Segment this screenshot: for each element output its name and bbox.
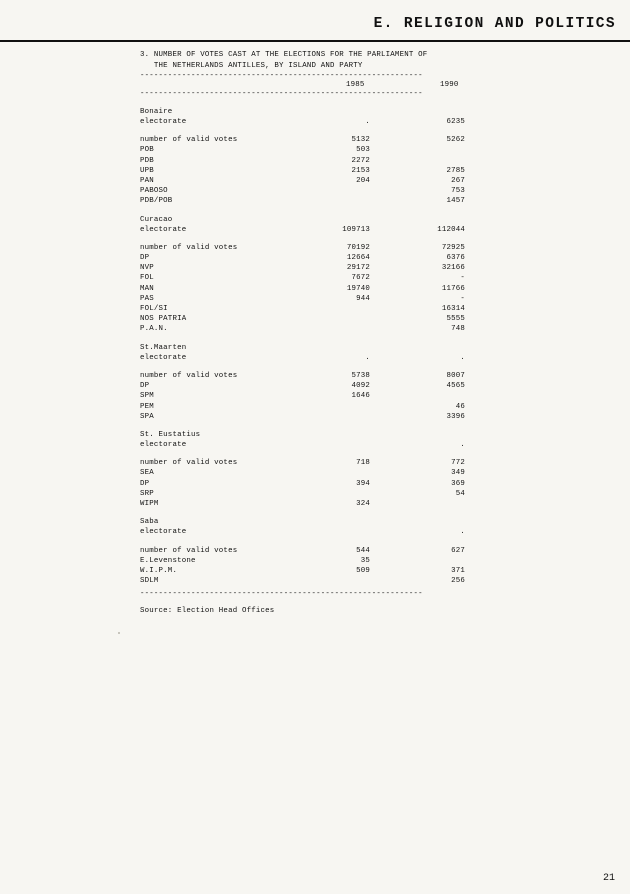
table-row: W.I.P.M. 509 371 [140, 566, 465, 575]
table-row: electorate . 6235 [140, 118, 465, 126]
table-row: DP 4092 4565 [140, 382, 465, 391]
table-row: number of valid votes 5132 5262 [140, 136, 465, 145]
table-row: number of valid votes 544 627 [140, 546, 465, 555]
statistical-table [140, 50, 522, 617]
table-row: number of valid votes 5738 8007 [140, 371, 465, 380]
row-spacer [140, 450, 522, 458]
table-title-line-2: THE NETHERLANDS ANTILLES, BY ISLAND AND PARTY [140, 62, 363, 71]
table-title-line-1: 3. NUMBER OF VOTES CAST AT THE ELECTIONS FOR THE PARLIAMENT OF [140, 51, 428, 59]
table-row: number of valid votes 70192 72925 [140, 243, 465, 252]
table-row: FOL/SI 16314 [140, 305, 465, 313]
table-row: P.A.N. 748 [140, 325, 465, 334]
table-row: MAN 19740 11766 [140, 284, 465, 293]
table-row: electorate . [140, 441, 465, 450]
table-group-saba [140, 517, 522, 586]
table-row: NOS PATRIA 5555 [140, 315, 465, 324]
column-header-1985: 1985 [346, 80, 365, 89]
group-title: St.Maarten [140, 343, 187, 352]
paper-speck [118, 632, 120, 634]
table-rule-bottom: ------------------------------------------------------------- [140, 591, 423, 599]
row-spacer [140, 538, 522, 546]
table-row: PEM 46 [140, 402, 465, 411]
table-row: WIPM 324 [140, 500, 370, 508]
table-row: PABOSO 753 [140, 187, 465, 196]
running-head: E. RELIGION AND POLITICS [373, 16, 616, 32]
table-row: number of valid votes 718 772 [140, 459, 465, 468]
group-title: St. Eustatius [140, 430, 201, 439]
table-row: DP 12664 6376 [140, 254, 465, 263]
table-rule-top: ------------------------------------------------------------- [140, 72, 423, 80]
table-row: UPB 2153 2785 [140, 166, 465, 175]
row-spacer [140, 363, 522, 371]
table-row: E.Levenstone 35 [140, 556, 370, 565]
table-row: SPM 1646 [140, 392, 370, 401]
header-rule [0, 40, 630, 42]
table-row: SEA 349 [140, 469, 465, 478]
table-row: electorate . [140, 528, 465, 537]
table-row: electorate 109713 112044 [140, 225, 465, 234]
table-column-headers [140, 80, 522, 91]
group-title: Bonaire [140, 107, 173, 116]
table-group-bonaire [140, 107, 522, 207]
column-header-1990: 1990 [440, 80, 459, 89]
table-source-note: Source: Election Head Offices [140, 607, 275, 616]
row-spacer [140, 235, 522, 243]
table-row: PDB 2272 [140, 156, 370, 165]
table-row: PAS 944 - [140, 294, 465, 303]
page-number: 21 [602, 873, 615, 884]
group-title: Curacao [140, 215, 173, 224]
table-row: PDB/POB 1457 [140, 197, 465, 206]
table-row: SPA 3396 [140, 412, 465, 421]
table-group-st-maarten [140, 343, 522, 422]
group-title: Saba [140, 518, 159, 527]
table-row: SDLM 256 [140, 577, 465, 586]
table-row: PAN 204 267 [140, 176, 465, 185]
table-group-st-eustatius [140, 430, 522, 509]
table-row: POB 503 [140, 146, 370, 155]
table-row: FOL 7672 - [140, 274, 465, 283]
table-row: SRP 54 [140, 489, 465, 498]
table-row: DP 394 369 [140, 479, 465, 488]
table-row: electorate . . [140, 353, 465, 362]
table-row: NVP 29172 32166 [140, 264, 465, 273]
table-group-curacao [140, 215, 522, 335]
row-spacer [140, 127, 522, 135]
table-rule-under-headers: ------------------------------------------------------------- [140, 90, 423, 98]
